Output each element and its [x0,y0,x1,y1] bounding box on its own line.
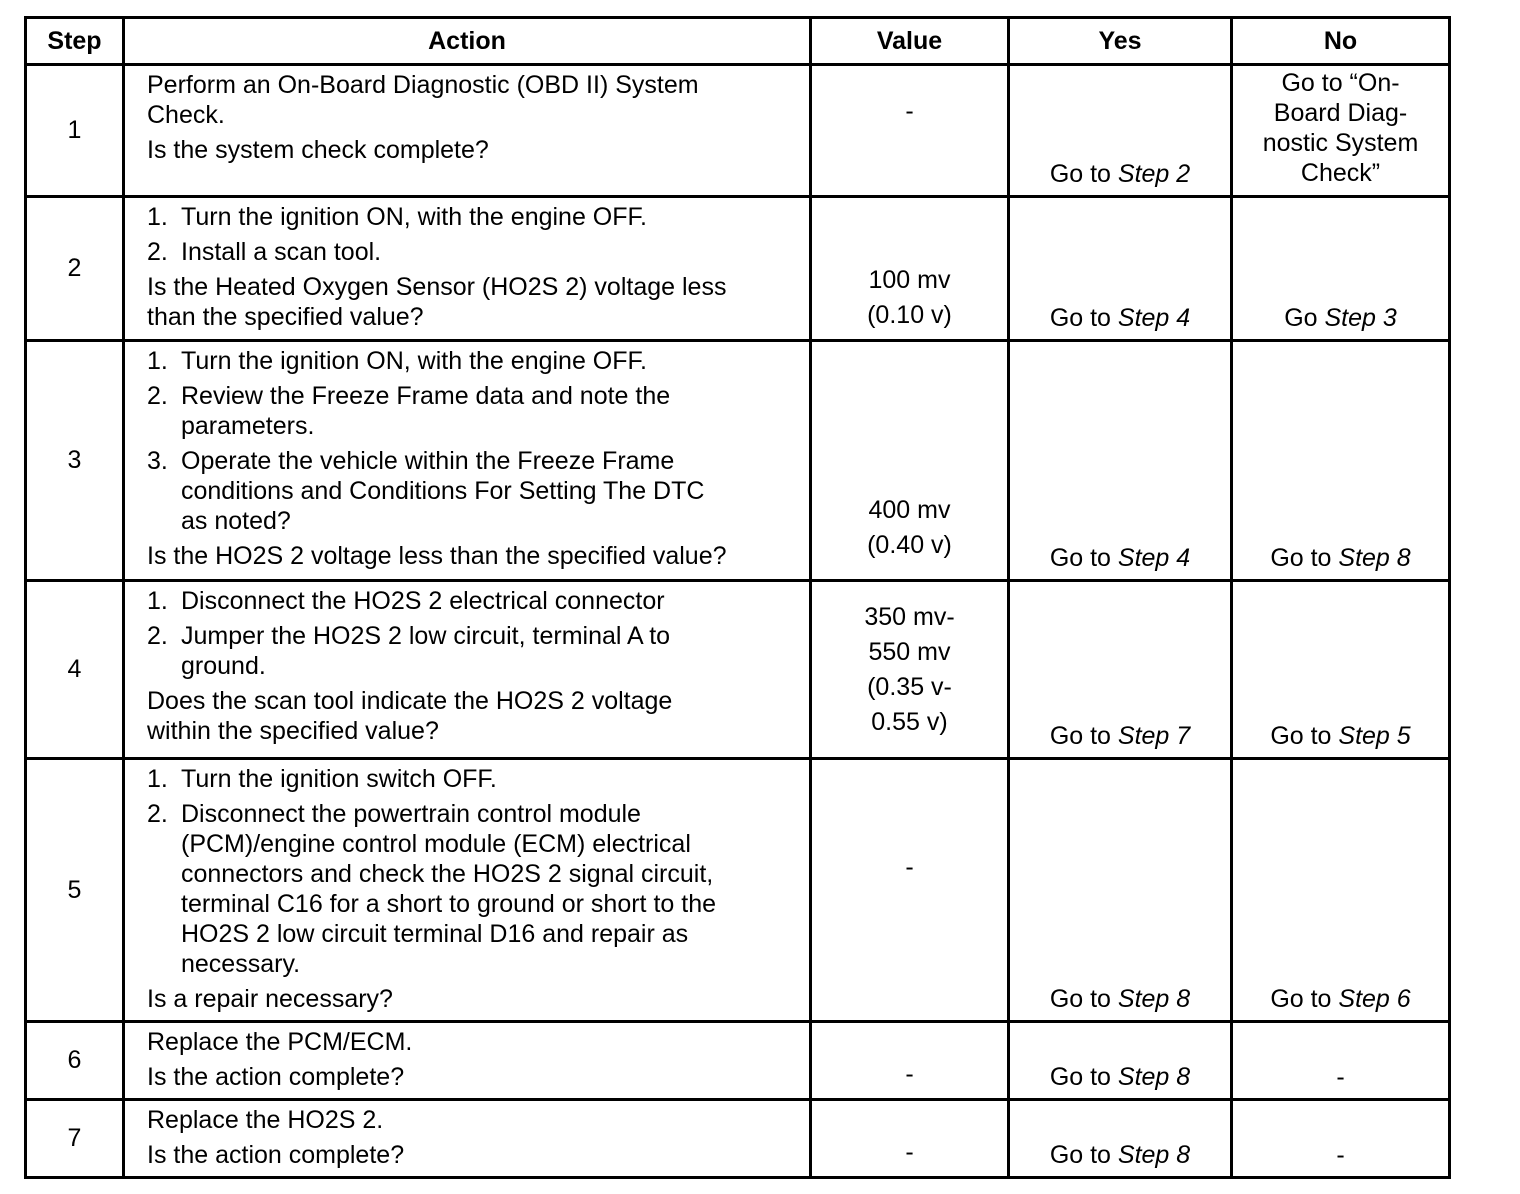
step-number: 4 [26,581,124,759]
item-text: Disconnect the powertrain control module [181,800,641,828]
value-text: (0.10 v) [867,301,952,329]
value-cell [811,197,1009,341]
action-question: than the specified value? [147,303,424,331]
table-row [26,581,1450,759]
action-item [147,446,799,536]
action-text: Perform an On-Board Diagnostic (OBD II) System [147,71,699,99]
item-text: as noted? [181,507,291,535]
item-number: 2. [147,382,168,410]
item-number: 2. [147,238,168,266]
yes-step-link: Step 2 [1117,160,1191,188]
no-cell [1232,581,1450,759]
action-item [147,586,799,616]
action-cell [124,197,811,341]
value-text: (0.40 v) [867,531,952,559]
yes-prefix: Go to [1049,1141,1118,1169]
action-item [147,381,799,441]
no-text: - [1336,1063,1345,1091]
action-item [147,202,799,232]
action-item [147,346,799,376]
table-row [26,1100,1450,1178]
no-cell [1232,759,1450,1022]
value-cell [811,1100,1009,1178]
table-row [26,759,1450,1022]
item-text: ground. [181,652,266,680]
no-cell [1232,1022,1450,1100]
item-number: 1. [147,347,168,375]
step-number: 7 [26,1100,124,1178]
item-text: Disconnect the HO2S 2 electrical connector [181,587,665,615]
no-cell [1232,1100,1450,1178]
item-text: Install a scan tool. [181,238,382,266]
diagnostic-table [24,16,1451,1179]
step-number: 2 [26,197,124,341]
no-prefix: Go to [1270,985,1339,1013]
item-number: 3. [147,447,168,475]
action-question: within the specified value? [147,717,439,745]
action-question: Is the Heated Oxygen Sensor (HO2S 2) voltage less [147,273,727,301]
action-question: Is the HO2S 2 voltage less than the specified value? [147,542,727,570]
action-text: Replace the HO2S 2. [147,1106,384,1134]
value-cell [811,65,1009,197]
no-step-link: Step 5 [1338,722,1411,750]
yes-cell [1009,1100,1232,1178]
item-number: 1. [147,203,168,231]
item-text: parameters. [181,412,315,440]
value-cell [811,1022,1009,1100]
action-cell [124,65,811,197]
item-text: Operate the vehicle within the Freeze Frame [181,447,675,475]
value-text: - [905,853,914,881]
table-row [26,197,1450,341]
value-text: - [905,1138,914,1166]
action-question: Is a repair necessary? [147,985,393,1013]
action-item [147,764,799,794]
action-cell [124,341,811,581]
step-number: 5 [26,759,124,1022]
item-text: terminal C16 for a short to ground or short to the [181,890,716,918]
no-step-link: Step 3 [1324,304,1397,332]
item-text: Review the Freeze Frame data and note the [181,382,671,410]
item-text: Jumper the HO2S 2 low circuit, terminal A to [181,622,671,650]
action-item [147,621,799,681]
yes-cell [1009,1022,1232,1100]
no-text: Check” [1300,159,1381,187]
item-text: Turn the ignition switch OFF. [181,765,497,793]
no-text: - [1336,1141,1345,1169]
header-no: No [1232,18,1450,65]
yes-step-link: Step 4 [1117,544,1191,572]
step-number: 3 [26,341,124,581]
value-text: 100 mv [868,266,951,294]
item-number: 1. [147,587,168,615]
action-item [147,799,799,979]
header-row [26,18,1450,65]
action-question: Is the action complete? [147,1141,405,1169]
yes-prefix: Go to [1049,1063,1118,1091]
yes-cell [1009,341,1232,581]
action-question: Is the action complete? [147,1063,405,1091]
no-prefix: Go [1284,304,1325,332]
value-cell [811,341,1009,581]
yes-step-link: Step 7 [1117,722,1191,750]
action-cell [124,759,811,1022]
no-step-link: Step 6 [1338,985,1411,1013]
value-text: 350 mv- [864,602,955,631]
action-text: Check. [147,101,225,129]
yes-step-link: Step 4 [1117,304,1191,332]
action-cell [124,581,811,759]
yes-prefix: Go to [1049,304,1118,332]
item-number: 2. [147,800,168,828]
value-text: 0.55 v) [871,707,948,736]
yes-step-link: Step 8 [1117,1141,1191,1169]
value-text: - [905,1060,914,1088]
table-row [26,1022,1450,1100]
no-prefix: Go to [1270,722,1339,750]
action-cell [124,1100,811,1178]
item-text: connectors and check the HO2S 2 signal circuit, [181,860,714,888]
item-number: 1. [147,765,168,793]
value-cell [811,759,1009,1022]
action-item [147,237,799,267]
no-text: nostic System [1262,129,1419,157]
no-text: Board Diag- [1273,99,1408,127]
action-question: Does the scan tool indicate the HO2S 2 voltage [147,687,673,715]
value-text: (0.35 v- [867,672,952,701]
value-text: - [905,97,914,125]
no-step-link: Step 8 [1338,544,1411,572]
no-cell [1232,65,1450,197]
item-text: HO2S 2 low circuit terminal D16 and repair as [181,920,689,948]
action-cell [124,1022,811,1100]
step-number: 1 [26,65,124,197]
header-step: Step [26,18,124,65]
yes-prefix: Go to [1049,985,1118,1013]
item-text: conditions and Conditions For Setting The DTC [181,477,705,505]
yes-cell [1009,197,1232,341]
action-question: Is the system check complete? [147,136,489,164]
item-number: 2. [147,622,168,650]
yes-cell [1009,759,1232,1022]
step-number: 6 [26,1022,124,1100]
table-row [26,65,1450,197]
header-action: Action [124,18,811,65]
item-text: Turn the ignition ON, with the engine OFF. [181,347,647,375]
no-prefix: Go to [1270,544,1339,572]
yes-prefix: Go to [1049,544,1118,572]
value-text: 550 mv [868,637,951,666]
value-cell [811,581,1009,759]
item-text: (PCM)/engine control module (ECM) electrical [181,830,691,858]
no-cell [1232,341,1450,581]
yes-prefix: Go to [1049,722,1118,750]
yes-cell [1009,65,1232,197]
header-value: Value [811,18,1009,65]
yes-step-link: Step 8 [1117,1063,1191,1091]
action-text: Replace the PCM/ECM. [147,1028,413,1056]
item-text: necessary. [181,950,301,978]
header-yes: Yes [1009,18,1232,65]
yes-prefix: Go to [1049,160,1118,188]
no-text: Go to “On- [1281,69,1400,97]
value-text: 400 mv [868,496,951,524]
yes-step-link: Step 8 [1117,985,1191,1013]
no-cell [1232,197,1450,341]
item-text: Turn the ignition ON, with the engine OFF. [181,203,647,231]
yes-cell [1009,581,1232,759]
table-row [26,341,1450,581]
